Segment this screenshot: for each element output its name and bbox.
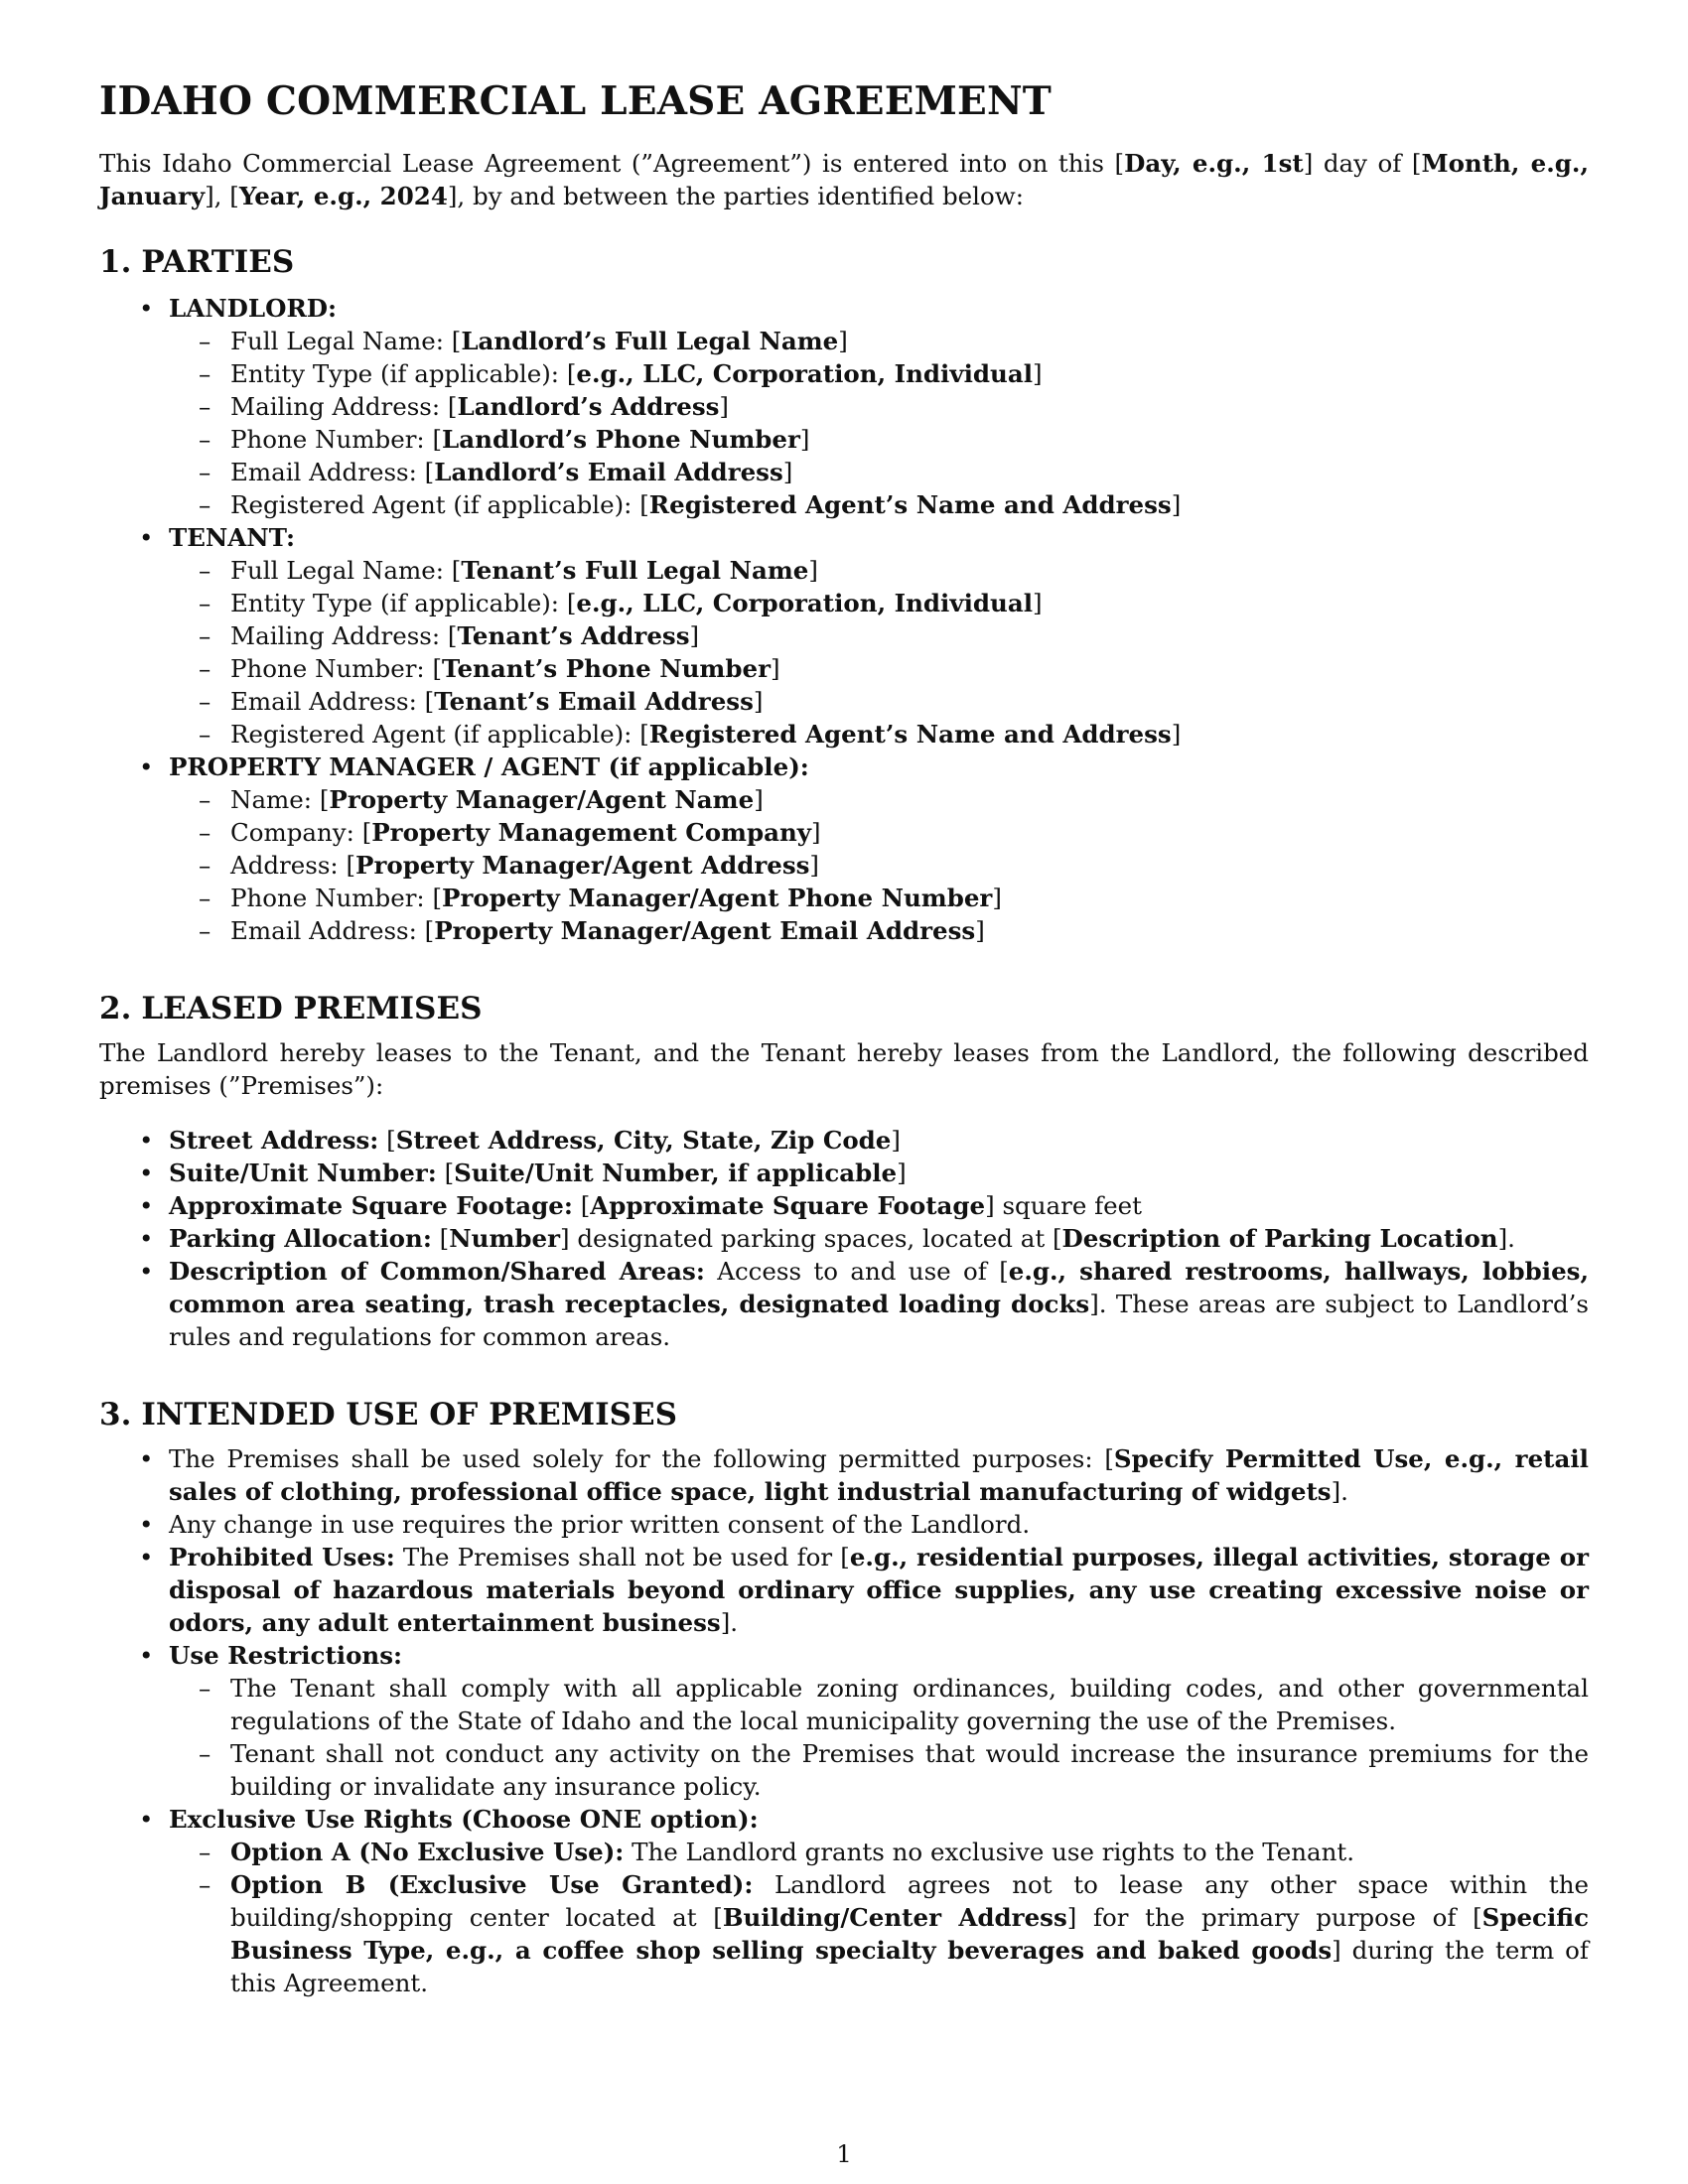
list-item: – Entity Type (if applicable): [e.g., LLC, Corporation, Individual] — [169, 587, 1589, 619]
list-item: – Email Address: [Landlord’s Email Address] — [169, 456, 1589, 488]
premises-intro: The Landlord hereby leases to the Tenant, and the Tenant hereby leases from the Landlord, the following described premises (”Premises”): — [99, 1038, 1589, 1100]
list-item: • Street Address: [Street Address, City, State, Zip Code] — [99, 1124, 1589, 1157]
list-item: • Prohibited Uses: The Premises shall not be used for [e.g., residential purposes, illegal activities, storage or disposal of hazardous materials beyond ordinary office supplies, any use creating excessive noise or odors, any adult entertainment business]. — [99, 1541, 1589, 1639]
list-item: – Phone Number: [Property Manager/Agent Phone Number] — [169, 882, 1589, 914]
month-placeholder: Month, e.g., January — [99, 149, 1589, 210]
list-item: – The Tenant shall comply with all applicable zoning ordinances, building codes, and other governmental regulations of the State of Idaho and the local municipality governing the use of the Premises. — [169, 1672, 1589, 1737]
parties-list — [99, 292, 1589, 947]
list-item: – Registered Agent (if applicable): [Registered Agent’s Name and Address] — [169, 488, 1589, 521]
list-item: • Description of Common/Shared Areas: Access to and use of [e.g., shared restrooms, hallways, lobbies, common area seating, trash receptacles, designated loading docks]. These areas are subject to Landlord’s rules and regulations for common areas. — [99, 1255, 1589, 1353]
document-page — [99, 77, 1589, 1999]
premises-list — [99, 1124, 1589, 1353]
landlord-item: • LANDLORD: – Full Legal Name: [Landlord’s Full Legal Name] – Entity Type (if applicable): [e.g., LLC, Corporation, Individual] – Mailing Address: [Landlord’s Address] – Phone Number: [Landlord’s Phone Number] – Email Address: [Landlord’s Email Address] – Registered Agent (if applicable): [Registered Agent’s Name and Address] — [99, 292, 1589, 521]
day-placeholder: Day, e.g., 1st — [1124, 149, 1304, 178]
list-item: • Exclusive Use Rights (Choose ONE option): – Option A (No Exclusive Use): The Landlord grants no exclusive use rights to the Tenant. – Option B (Exclusive Use Granted): Landlord agrees not to lease any other space within the building/shopping center located at [Building/Center Address] for the primary purpose of [Specific Business Type, e.g., a coffee shop selling specialty beverages and baked goods] during the term of this Agreement. — [99, 1803, 1589, 1999]
list-item: • Suite/Unit Number: [Suite/Unit Number, if applicable] — [99, 1157, 1589, 1189]
page-number: 1 — [836, 2139, 852, 2168]
list-item: – Full Legal Name: [Tenant’s Full Legal Name] — [169, 554, 1589, 587]
list-item: – Registered Agent (if applicable): [Registered Agent’s Name and Address] — [169, 718, 1589, 751]
section-heading-parties: 1. PARTIES — [99, 244, 295, 280]
year-placeholder: Year, e.g., 2024 — [238, 182, 448, 210]
list-item: – Email Address: [Property Manager/Agent Email Address] — [169, 914, 1589, 947]
list-item: – Option B (Exclusive Use Granted): Landlord agrees not to lease any other space within the building/shopping center located at [Building/Center Address] for the primary purpose of [Specific Business Type, e.g., a coffee shop selling specialty beverages and baked goods] during the term of this Agreement. — [169, 1868, 1589, 1999]
list-item: – Email Address: [Tenant’s Email Address] — [169, 685, 1589, 718]
list-item: – Full Legal Name: [Landlord’s Full Legal Name] — [169, 325, 1589, 357]
list-item: • Approximate Square Footage: [Approximate Square Footage] square feet — [99, 1189, 1589, 1222]
list-item: • Any change in use requires the prior written consent of the Landlord. — [99, 1508, 1589, 1541]
section-heading-leased-premises: 2. LEASED PREMISES — [99, 991, 483, 1026]
list-item: – Phone Number: [Tenant’s Phone Number] — [169, 652, 1589, 685]
list-item: • Parking Allocation: [Number] designated parking spaces, located at [Description of Parking Location]. — [99, 1222, 1589, 1255]
intro-paragraph: This Idaho Commercial Lease Agreement (”Agreement”) is entered into on this [Day, e.g., 1st] day of [Month, e.g., January], [Year, e.g., 2024], by and between the parties identified below: — [99, 149, 1589, 210]
list-item: – Phone Number: [Landlord’s Phone Number] — [169, 423, 1589, 456]
list-item: – Entity Type (if applicable): [e.g., LLC, Corporation, Individual] — [169, 357, 1589, 390]
list-item: – Name: [Property Manager/Agent Name] — [169, 783, 1589, 816]
list-item: • The Premises shall be used solely for the following permitted purposes: [Specify Permitted Use, e.g., retail sales of clothing, professional office space, light industrial manufacturing of widgets]. — [99, 1442, 1589, 1508]
section-heading-intended-use: 3. INTENDED USE OF PREMISES — [99, 1397, 677, 1433]
document-title: IDAHO COMMERCIAL LEASE AGREEMENT — [99, 78, 1053, 124]
list-item: – Company: [Property Management Company] — [169, 816, 1589, 849]
list-item: – Mailing Address: [Landlord’s Address] — [169, 390, 1589, 423]
list-item: – Tenant shall not conduct any activity on the Premises that would increase the insurance premiums for the building or invalidate any insurance policy. — [169, 1737, 1589, 1803]
tenant-item: • TENANT: – Full Legal Name: [Tenant’s Full Legal Name] – Entity Type (if applicable): [e.g., LLC, Corporation, Individual] – Mailing Address: [Tenant’s Address] – Phone Number: [Tenant’s Phone Number] – Email Address: [Tenant’s Email Address] – Registered Agent (if applicable): [Registered Agent’s Name and Address] — [99, 521, 1589, 751]
list-item: – Address: [Property Manager/Agent Address] — [169, 849, 1589, 882]
manager-item: • PROPERTY MANAGER / AGENT (if applicable): – Name: [Property Manager/Agent Name] – Company: [Property Management Company] – Address: [Property Manager/Agent Address] – Phone Number: [Property Manager/Agent Phone Number] – Email Address: [Property Manager/Agent Email Address] — [99, 751, 1589, 947]
use-list — [99, 1442, 1589, 1999]
list-item: – Option A (No Exclusive Use): The Landlord grants no exclusive use rights to the Tenant. — [169, 1836, 1589, 1868]
list-item: • Use Restrictions: – The Tenant shall comply with all applicable zoning ordinances, building codes, and other governmental regulations of the State of Idaho and the local municipality governing the use of the Premises. – Tenant shall not conduct any activity on the Premises that would increase the insurance premiums for the building or invalidate any insurance policy. — [99, 1639, 1589, 1803]
list-item: – Mailing Address: [Tenant’s Address] — [169, 619, 1589, 652]
